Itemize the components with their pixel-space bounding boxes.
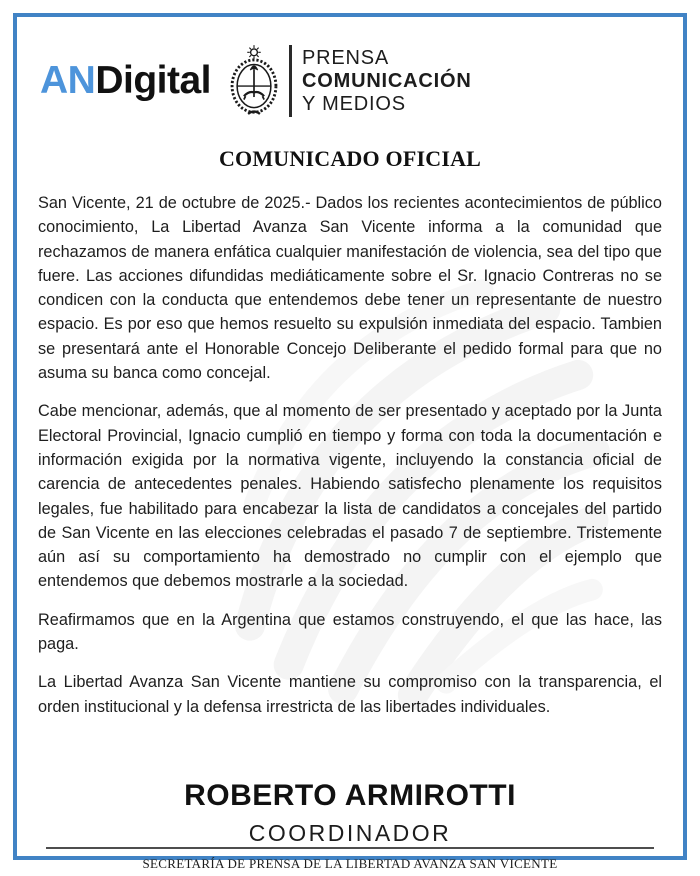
press-line-comunicacion: COMUNICACIÓN — [302, 69, 472, 92]
footer-secretaria-text: SECRETARÍA DE PRENSA DE LA LIBERTAD AVANZA SAN VICENTE — [142, 855, 558, 871]
body-paragraph-4: La Libertad Avanza San Vicente mantiene su compromiso con la transparencia, el orden institucional y la defensa irrestricta de las libertades individuales. — [38, 673, 662, 716]
argentina-coat-of-arms-icon — [227, 43, 281, 119]
press-line-prensa: PRENSA — [302, 46, 390, 69]
body-paragraph-3: Reafirmamos que en la Argentina que estamos construyendo, el que las hace, las paga. — [38, 610, 662, 654]
document-body — [38, 172, 662, 719]
logo-an-text: AN — [40, 59, 96, 102]
press-line-ymedios: Y MEDIOS — [302, 92, 406, 115]
andigital-logo — [40, 59, 211, 103]
signature-name: ROBERTO ARMIROTTI — [184, 778, 516, 812]
footer — [38, 847, 662, 876]
press-office-name — [302, 47, 472, 116]
header — [38, 43, 662, 119]
logo-digital-text: Digital — [95, 59, 212, 102]
document-frame — [13, 13, 687, 871]
header-divider — [289, 45, 292, 117]
footer-divider-line — [46, 847, 654, 849]
body-paragraph-1: San Vicente, 21 de octubre de 2025.- Dados los recientes acontecimientos de público conocimiento, La Libertad Avanza San Vicente informa a la comunidad que rechazamos de manera enfática cualquier manifestación de violencia, sea del tipo que fuere. Las acciones difundidas mediáticamente sobre el Sr. Ignacio Contreras no se condicen con la conducta que entendemos debe tener un representante de nuestro espacio. Es por eso que hemos resuelto su expulsión inmediata del espacio. Tambien se presentará ante el Honorable Concejo Deliberante el pedido formal para que no asuma su banca como concejal. — [38, 194, 662, 383]
signature-role: COORDINADOR — [248, 819, 452, 846]
document-title: COMUNICADO OFICIAL — [218, 146, 482, 171]
signature-block — [38, 779, 662, 847]
body-paragraph-2: Cabe mencionar, además, que al momento de ser presentado y aceptado por la Junta Electoral Provincial, Ignacio cumplió en tiempo y forma con toda la documentación e información exigida por la normativa vigente, incluyendo la constancia oficial de carencia de antecedentes penales. Habiendo satisfecho plenamente los requisitos legales, fue habilitado para encabezar la lista de candidatos a concejales del partido de San Vicente en las elecciones celebradas el pasado 7 de septiembre. Tristemente aún así su comportamiento ha demostrado no cumplir con el ejemplo que entendemos que debemos mostrarle a la sociedad. — [38, 402, 662, 591]
